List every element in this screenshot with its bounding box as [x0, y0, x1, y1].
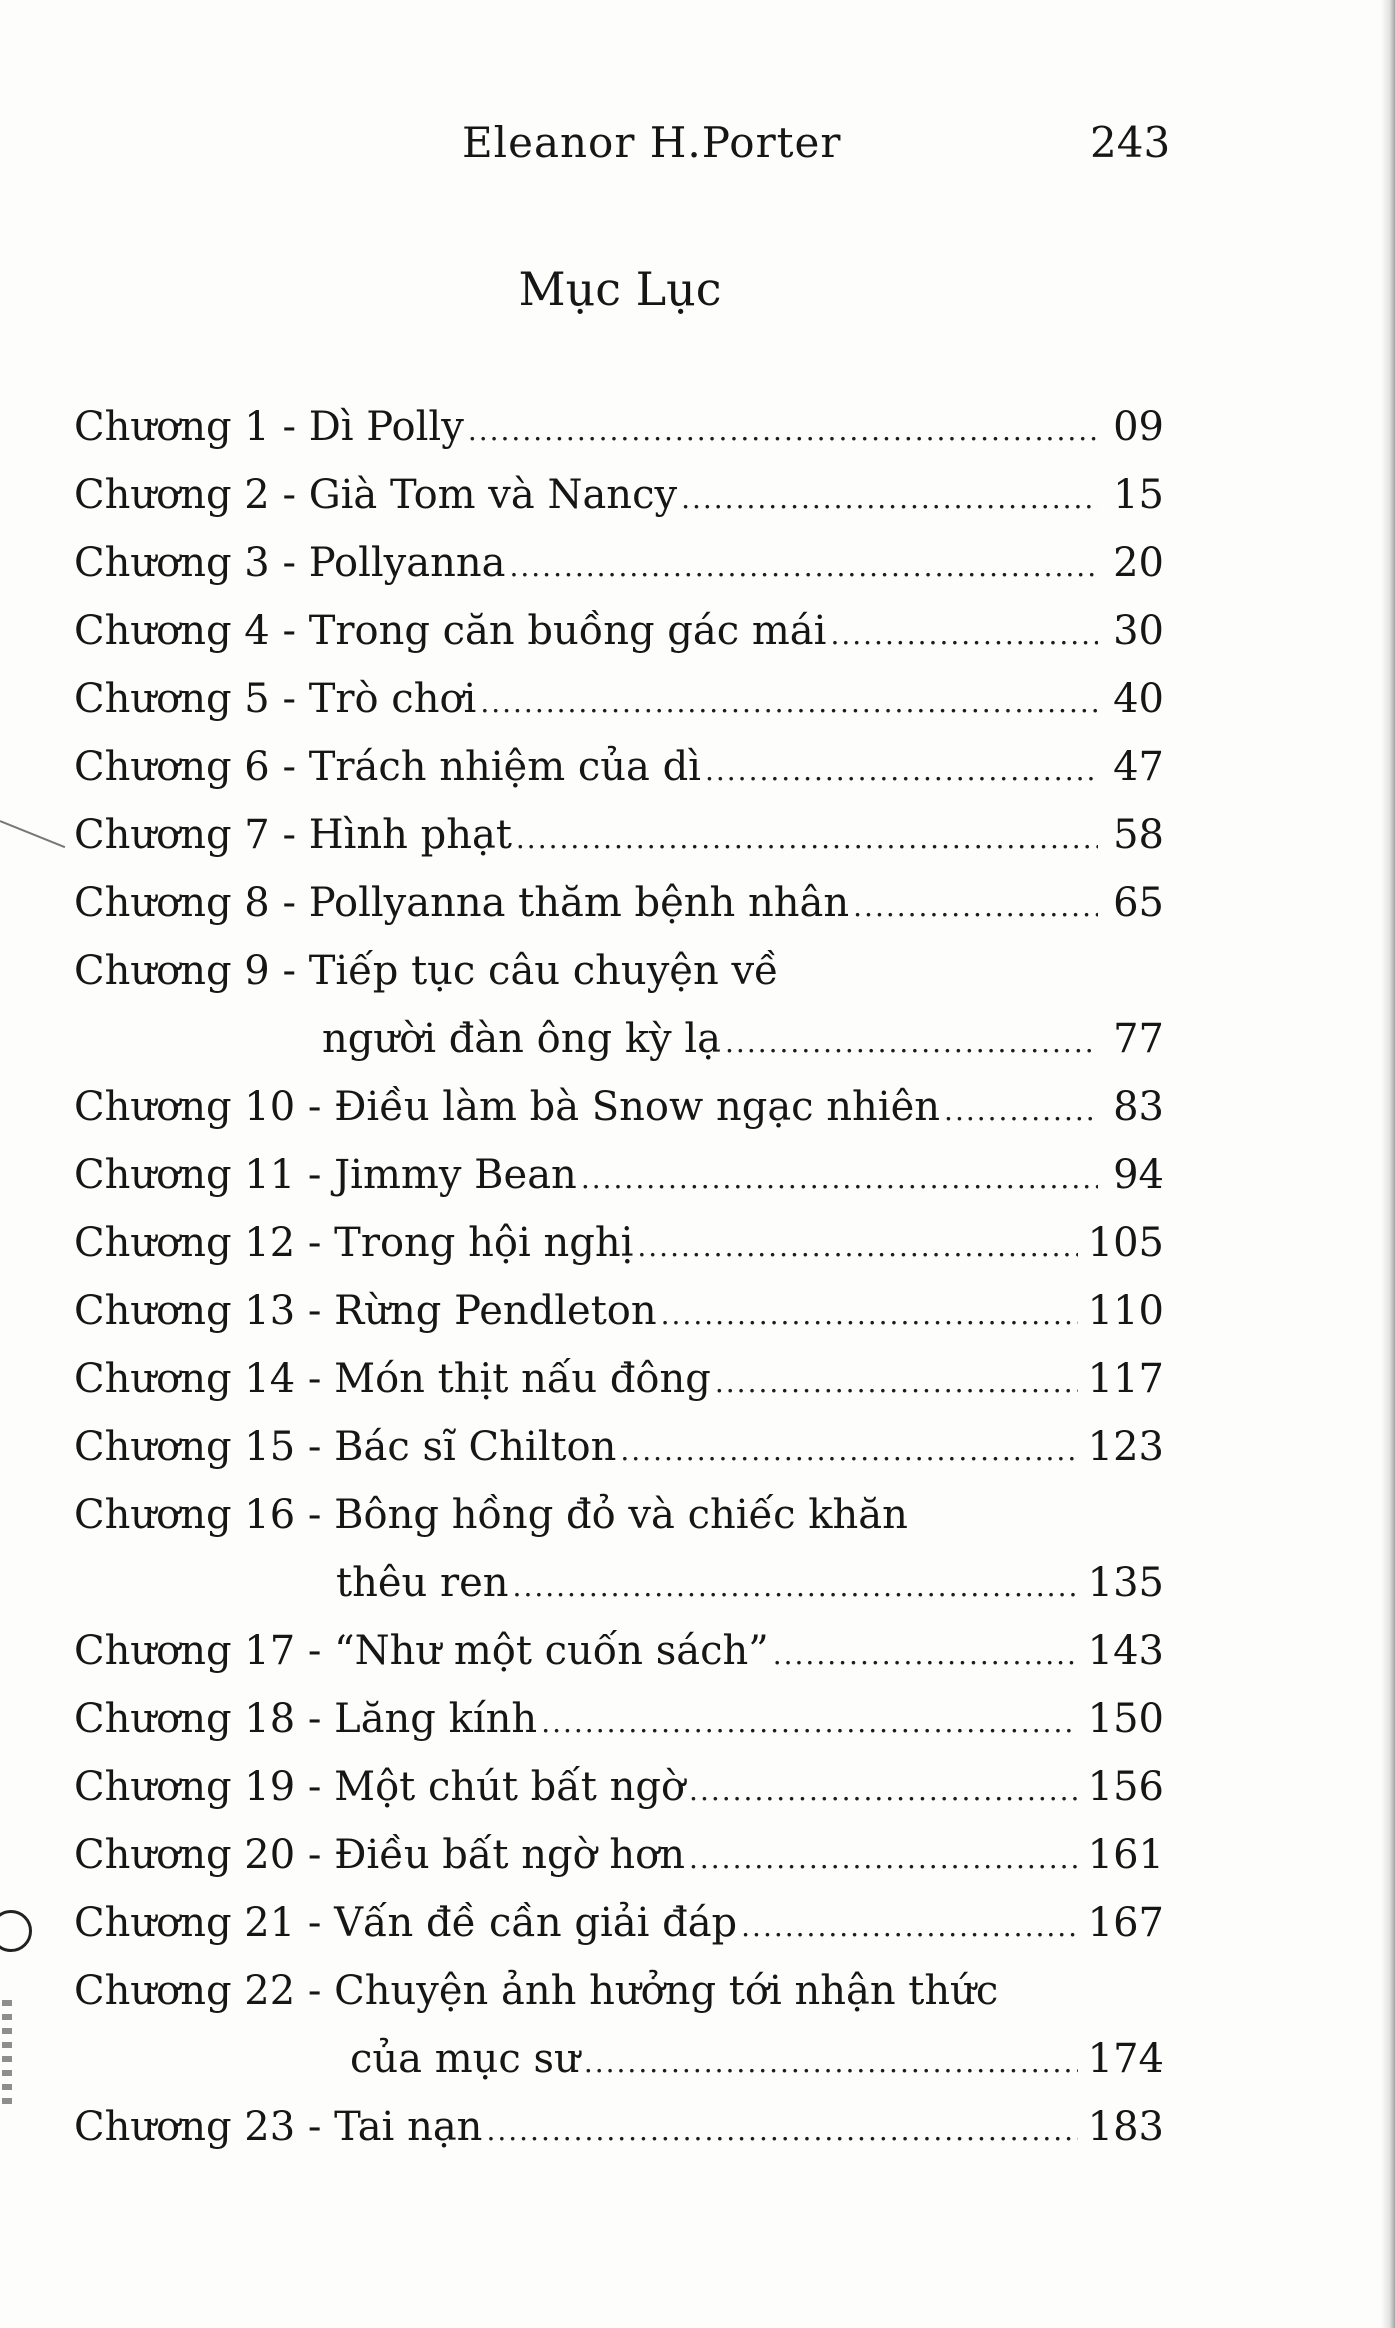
toc-entry-label: Chương 19 - Một chút bất ngờ [74, 1764, 686, 1810]
toc-entry-label: Chương 15 - Bác sĩ Chilton [74, 1424, 617, 1470]
header-author: Eleanor H.Porter [462, 118, 842, 167]
toc-entry-page: 83 [1113, 1084, 1164, 1130]
toc-entry-label: Chương 3 - Pollyanna [74, 540, 506, 586]
toc-entry-page: 143 [1087, 1628, 1164, 1674]
toc-entry-10 [74, 1084, 1164, 1152]
dot-leader [620, 1434, 1077, 1467]
toc-entry-1 [74, 404, 1164, 472]
header-page-number: 243 [1090, 118, 1171, 167]
toc-entry-label: Chương 4 - Trong căn buồng gác mái [74, 608, 827, 654]
dot-leader [725, 1026, 1098, 1059]
dot-leader [853, 890, 1098, 923]
toc-entry-page: 123 [1087, 1424, 1164, 1470]
toc-entry-23 [74, 2104, 1164, 2172]
dot-leader [705, 754, 1098, 787]
toc-entry-5 [74, 676, 1164, 744]
toc-title: Mục Lục [518, 262, 722, 316]
toc-entry-14 [74, 1356, 1164, 1424]
toc-entry-label: Chương 9 - Tiếp tục câu chuyện về [74, 948, 779, 994]
toc-entry-page: 183 [1087, 2104, 1164, 2150]
toc-entry-page: 105 [1087, 1220, 1164, 1266]
toc-entry-label: Chương 2 - Già Tom và Nancy [74, 472, 678, 518]
toc-entry-label: Chương 14 - Món thịt nấu đông [74, 1356, 711, 1402]
running-header [0, 118, 1395, 178]
toc-entry-page: 40 [1113, 676, 1164, 722]
toc-entry-page: 65 [1113, 880, 1164, 926]
toc-entry-2 [74, 472, 1164, 540]
toc-entry-12 [74, 1220, 1164, 1288]
dot-leader [773, 1638, 1078, 1671]
scan-edge-shadow [1381, 0, 1395, 2328]
toc-entry-label: Chương 5 - Trò chơi [74, 676, 477, 722]
dot-leader [516, 822, 1098, 855]
toc-entry-22-line-1 [74, 1968, 1164, 2036]
toc-entry-page: 161 [1087, 1832, 1164, 1878]
toc-entry-label: Chương 18 - Lăng kính [74, 1696, 538, 1742]
toc-entry-label: Chương 7 - Hình phạt [74, 812, 512, 858]
toc-entry-label: Chương 6 - Trách nhiệm của dì [74, 744, 701, 790]
dot-leader [637, 1230, 1077, 1263]
toc-entry-page: 174 [1087, 2036, 1164, 2082]
toc-entry-page: 15 [1113, 472, 1164, 518]
toc-entry-7 [74, 812, 1164, 880]
dot-leader [480, 686, 1098, 719]
toc-entry-page: 156 [1087, 1764, 1164, 1810]
toc-entry-page: 77 [1113, 1016, 1164, 1062]
toc-entry-page: 30 [1113, 608, 1164, 654]
binding-edge-mark [2, 2000, 12, 2110]
toc-entry-16-line-2 [74, 1560, 1164, 1628]
toc-entry-page: 110 [1087, 1288, 1164, 1334]
toc-entry-22-line-2 [74, 2036, 1164, 2104]
toc-entry-label: Chương 13 - Rừng Pendleton [74, 1288, 657, 1334]
toc-entry-label: Chương 16 - Bông hồng đỏ và chiếc khăn [74, 1492, 908, 1538]
toc-entry-19 [74, 1764, 1164, 1832]
toc-entry-label-continued: thêu ren [336, 1560, 509, 1606]
toc-entry-15 [74, 1424, 1164, 1492]
dot-leader [689, 1774, 1078, 1807]
toc-entry-16-line-1 [74, 1492, 1164, 1560]
toc-entry-label: Chương 10 - Điều làm bà Snow ngạc nhiên [74, 1084, 941, 1130]
toc-entry-9-line-2 [74, 1016, 1164, 1084]
toc-entry-label: Chương 21 - Vấn đề cần giải đáp [74, 1900, 738, 1946]
toc-entry-18 [74, 1696, 1164, 1764]
toc-entry-label: Chương 12 - Trong hội nghị [74, 1220, 634, 1266]
dot-leader [581, 1162, 1098, 1195]
toc-entry-13 [74, 1288, 1164, 1356]
binding-circle-mark [0, 1910, 32, 1952]
toc-entry-page: 167 [1087, 1900, 1164, 1946]
paper-crease-mark [0, 820, 65, 848]
dot-leader [830, 618, 1098, 651]
toc-entry-page: 94 [1113, 1152, 1164, 1198]
dot-leader [661, 1298, 1078, 1331]
toc-entry-label: Chương 23 - Tai nạn [74, 2104, 483, 2150]
dot-leader [689, 1842, 1078, 1875]
dot-leader [509, 550, 1098, 583]
toc-entry-page: 47 [1113, 744, 1164, 790]
toc-entry-17 [74, 1628, 1164, 1696]
toc-entry-page: 20 [1113, 540, 1164, 586]
toc-entry-label: Chương 1 - Dì Polly [74, 404, 464, 450]
toc-entry-label: Chương 17 - “Như một cuốn sách” [74, 1628, 769, 1674]
toc-entry-20 [74, 1832, 1164, 1900]
dot-leader [741, 1910, 1077, 1943]
toc-entry-page: 117 [1087, 1356, 1164, 1402]
dot-leader [468, 414, 1098, 447]
dot-leader [584, 2046, 1078, 2079]
toc-entry-label: Chương 8 - Pollyanna thăm bệnh nhân [74, 880, 850, 926]
toc-entry-9-line-1 [74, 948, 1164, 1016]
dot-leader [513, 1570, 1078, 1603]
toc-entry-21 [74, 1900, 1164, 1968]
toc-entry-label: Chương 20 - Điều bất ngờ hơn [74, 1832, 685, 1878]
toc-entry-page: 09 [1113, 404, 1164, 450]
toc-entry-3 [74, 540, 1164, 608]
toc-entry-label: Chương 22 - Chuyện ảnh hưởng tới nhận thức [74, 1968, 999, 2014]
table-of-contents [74, 404, 1164, 2172]
toc-entry-page: 58 [1113, 812, 1164, 858]
dot-leader [681, 482, 1098, 515]
toc-entry-page: 150 [1087, 1696, 1164, 1742]
dot-leader [541, 1706, 1077, 1739]
dot-leader [486, 2114, 1077, 2147]
toc-entry-label-continued: người đàn ông kỳ lạ [322, 1016, 722, 1062]
toc-entry-4 [74, 608, 1164, 676]
dot-leader [944, 1094, 1098, 1127]
dot-leader [715, 1366, 1078, 1399]
toc-entry-label-continued: của mục sư [350, 2036, 580, 2082]
toc-entry-8 [74, 880, 1164, 948]
toc-entry-label: Chương 11 - Jimmy Bean [74, 1152, 577, 1198]
toc-entry-6 [74, 744, 1164, 812]
toc-entry-page: 135 [1087, 1560, 1164, 1606]
toc-entry-11 [74, 1152, 1164, 1220]
